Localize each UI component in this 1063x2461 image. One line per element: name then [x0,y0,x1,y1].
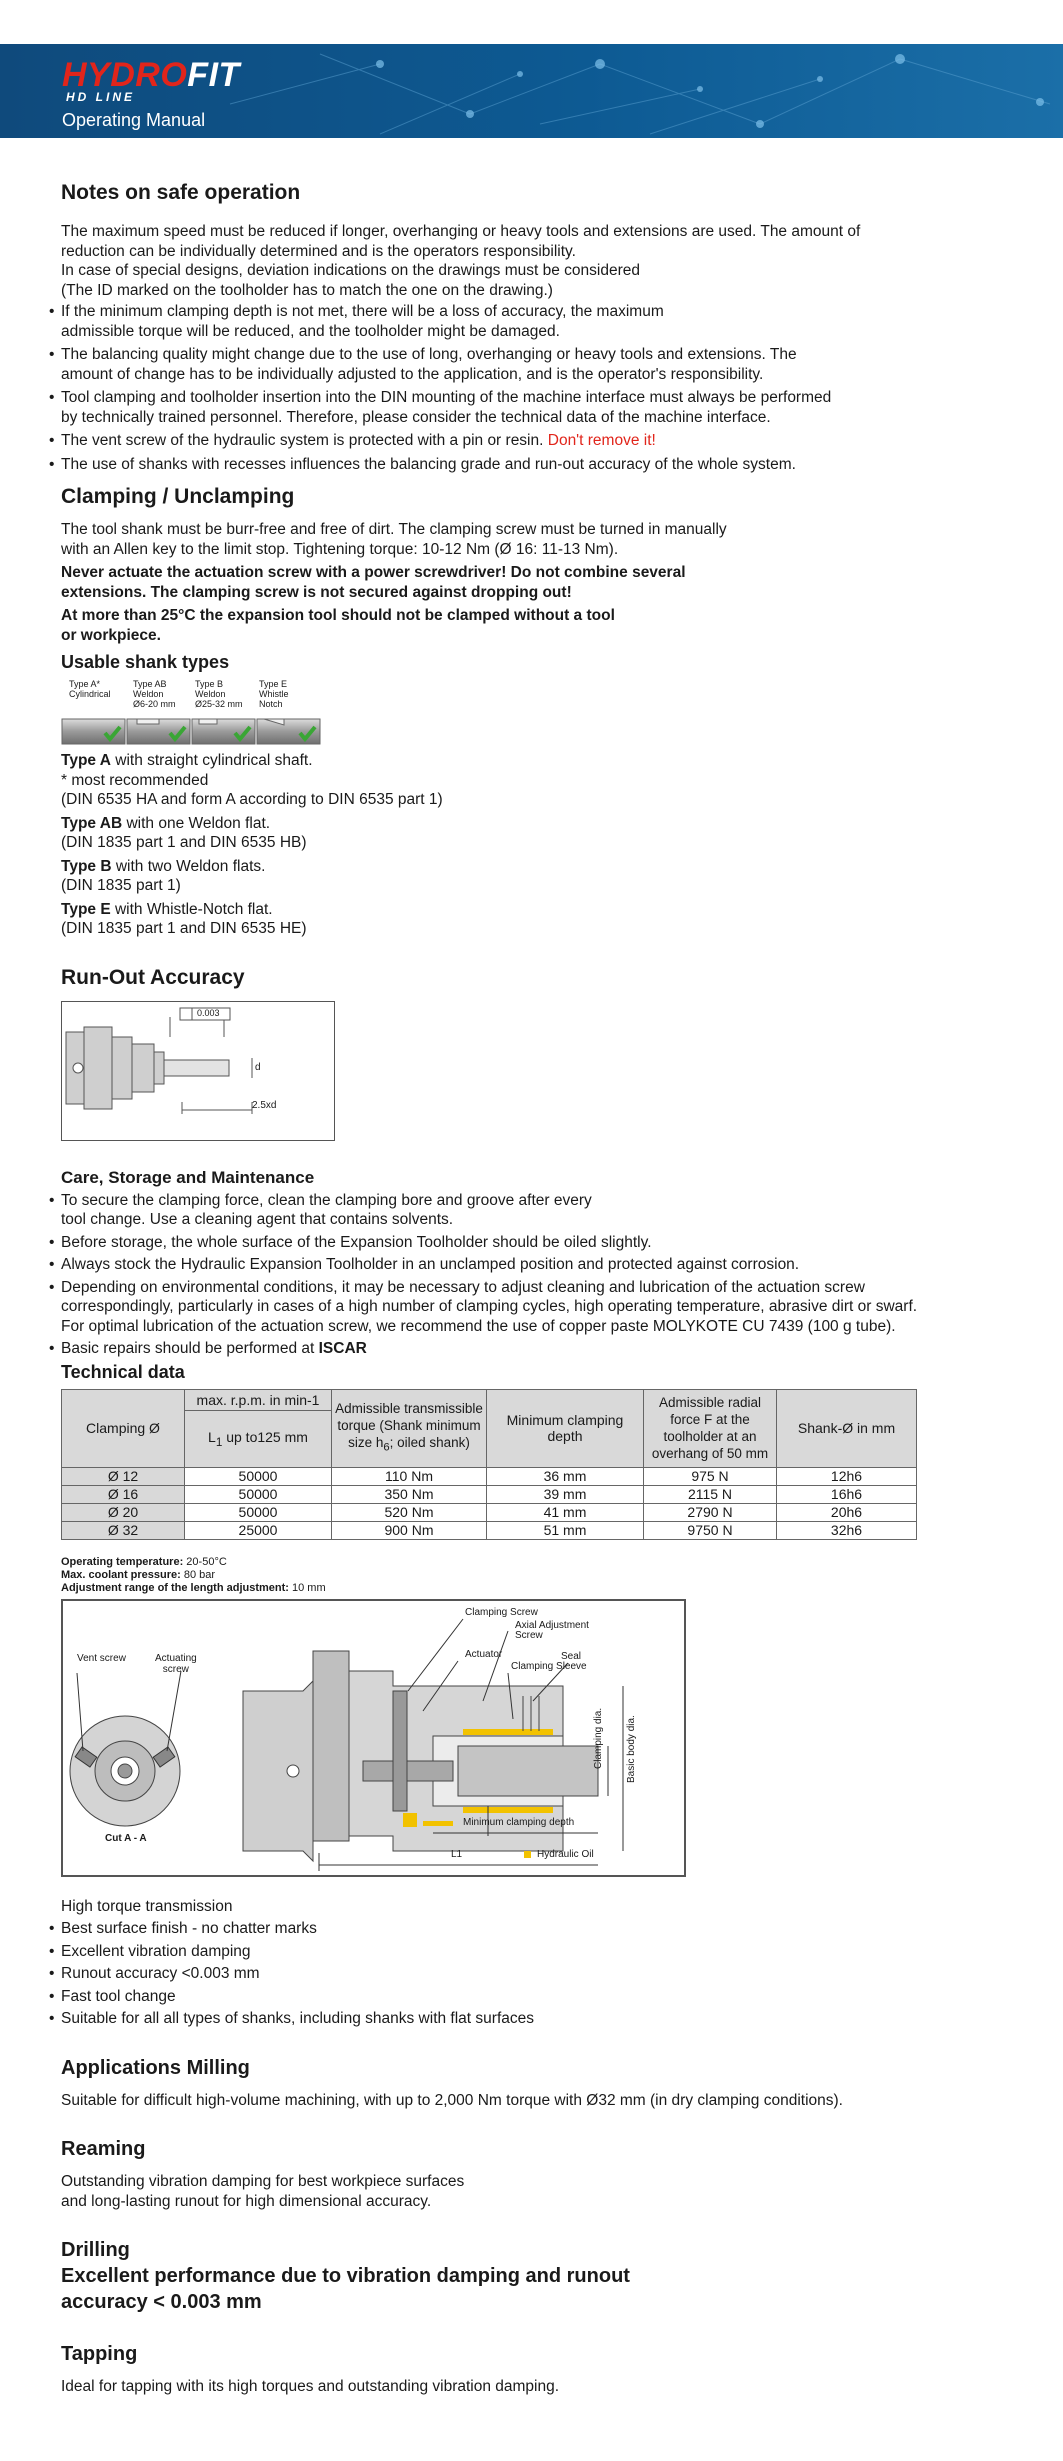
clamp-text: with an Allen key to the limit stop. Tightening torque: 10-12 Nm (Ø 16: 11-13 Nm). [61,540,619,558]
list-item: • Runout accuracy <0.003 mm [61,1964,1021,1984]
note-adjustment: Adjustment range of the length adjustment: 10 mm [61,1581,326,1594]
reaming-text: Outstanding vibration damping for best workpiece surfaces [61,2173,465,2190]
shank-type-e [257,719,320,744]
label-actuator: Actuator [465,1648,503,1660]
runout-figure [61,1001,335,1141]
reaming-text: and long-lasting runout for high dimensional accuracy. [61,2192,432,2210]
shank-type-b [192,719,255,744]
col-header-clamping: Clamping Ø [62,1389,185,1467]
technical-table [61,1389,917,1540]
label-l1: L1 [451,1848,463,1860]
shank-type-ab [127,719,190,744]
label-seal: Seal [561,1650,582,1662]
milling-text: Suitable for difficult high-volume machining, with up to 2,000 Nm torque with Ø32 mm (in dry clamping conditions). [61,2091,843,2109]
list-item: • Basic repairs should be performed at ISCAR [61,1339,1021,1359]
label-axial-adjustment: Axial Adjustment Screw [515,1619,589,1641]
list-item: • Suitable for all all types of shanks, including shanks with flat surfaces [61,2009,1021,2029]
col-header-depth: Minimum clamping depth [487,1389,644,1467]
shank-illustrations [61,717,331,747]
section-title-runout: Run-Out Accuracy [61,965,245,989]
note-coolant: Max. coolant pressure: 80 bar [61,1568,216,1581]
section-drawing [63,1601,684,1875]
label-basic-body-dia: Basic body dia. [626,1714,637,1783]
list-item: • Before storage, the whole surface of the Expansion Toolholder should be oiled slightly. [61,1233,1021,1253]
col-header-shank: Shank-Ø in mm [777,1389,917,1467]
label-clamping-screw: Clamping Screw [465,1606,538,1618]
table-header-row [62,1389,917,1410]
list-item: • To secure the clamping force, clean the clamping bore and groove after every tool change. Use a cleaning agent that contains solvents. [61,1191,1021,1230]
features-list [61,1919,1021,2029]
safe-intro-line: The maximum speed must be reduced if longer, overhanging or heavy tools and extensions are used. The amount of [61,223,861,240]
clamp-warning: or workpiece. [61,626,161,644]
shank-label-ab: Type AB Weldon Ø6-20 mm [133,679,176,709]
section-title-safe: Notes on safe operation [61,181,301,204]
clamp-text: The tool shank must be burr-free and free of dirt. The clamping screw must be turned in manually [61,521,727,538]
safe-intro-line: reduction can be individually determined and is the operators responsibility. [61,242,576,260]
oil-legend-swatch [524,1851,531,1858]
table-row: Ø 20 50000 520 Nm 41 mm 2790 N 20h6 [62,1503,917,1521]
label-clamping-dia: Clamping dia. [593,1707,604,1769]
clamp-warning: At more than 25°C the expansion tool should not be clamped without a tool [61,607,615,624]
label-hydraulic-oil: Hydraulic Oil [537,1848,594,1860]
col-header-torque: Admissible transmissible torque (Shank minimum size $h_6$; oiled shank) [332,1389,487,1467]
type-e-desc: Type E with Whistle-Notch flat. [61,900,273,918]
section-title-technical: Technical data [61,1361,185,1382]
runout-tolerance: 0.003 [197,1007,220,1018]
shank-label-e: Type E Whistle Notch [259,679,289,709]
brand-sublogo: HD LINE [66,90,135,104]
label-min-clamping-depth: Minimum clamping depth [463,1816,575,1828]
section-title-drilling: Drilling [61,2239,130,2261]
technical-notes [61,1556,1021,1595]
list-item: • Best surface finish - no chatter marks [61,1919,1021,1939]
features-lead: High torque transmission [61,1897,233,1915]
usable-shank-title: Usable shank types [61,652,230,672]
safe-bullets [61,302,1021,474]
type-b-desc: Type B with two Weldon flats. [61,857,266,875]
table-row: Ø 32 25000 900 Nm 51 mm 9750 N 32h6 [62,1521,917,1539]
type-a-desc: Type A with straight cylindrical shaft. [61,752,313,769]
col-header-rpm-sub: $L_1$ up to125 mm [185,1410,332,1467]
shank-type-descriptions [61,751,1021,939]
safe-intro-line: (The ID marked on the toolholder has to match the one on the drawing.) [61,281,553,299]
label-vent-screw: Vent screw [77,1652,126,1664]
shank-label-a: Type A* Cylindrical [69,679,111,699]
drilling-subtitle: Excellent performance due to vibration damping and runout [61,2265,630,2287]
care-bullets [61,1191,1021,1359]
runout-d-label: d [255,1061,261,1073]
safe-intro-line: In case of special designs, deviation indications on the drawings must be considered [61,262,641,279]
clamp-warning: Never actuate the actuation screw with a power screwdriver! Do not combine several [61,564,686,581]
section-title-care: Care, Storage and Maintenance [61,1167,315,1187]
list-item: • Fast tool change [61,1987,1021,2007]
list-item: • Depending on environmental conditions, it may be necessary to adjust cleaning and lubrication of the actuation screw correspondingly, particularly in cases of a high number of clamping cycles, high operating temperature, abrasive dirt or swarf. For optimal lubrication of the actuation screw, we recommend the use of copper paste MOLYKOTE CU 7439 (100 g tube). [61,1278,1021,1337]
brand-logo: HYDROFIT [62,56,240,94]
toolholder-section-diagram [61,1599,686,1877]
list-item: • The use of shanks with recesses influences the balancing grade and run-out accuracy of the whole system. [61,455,1021,475]
type-a-note: * most recommended [61,771,209,789]
shank-types-figure [61,679,341,747]
section-title-reaming: Reaming [61,2138,146,2160]
type-e-standard: (DIN 1835 part 1 and DIN 6535 HE) [61,920,307,937]
manual-subtitle: Operating Manual [62,110,206,130]
table-row: Ø 16 50000 350 Nm 39 mm 2115 N 16h6 [62,1485,917,1503]
list-item: • The vent screw of the hydraulic system is protected with a pin or resin. Don't remove it! [61,431,1021,451]
runout-distance: 2.5xd [252,1099,277,1111]
section-title-tapping: Tapping [61,2343,138,2365]
type-a-standard: (DIN 6535 HA and form A according to DIN 6535 part 1) [61,791,443,808]
tapping-text: Ideal for tapping with its high torques and outstanding vibration damping. [61,2378,560,2395]
list-item: • Tool clamping and toolholder insertion into the DIN mounting of the machine interface must always be performed by technically trained personnel. Therefore, please consider the technical data of the machine interface. [61,388,1021,427]
note-temperature: Operating temperature: 20-50°C [61,1555,227,1568]
label-clamping-sleeve: Clamping Sleeve [511,1660,587,1672]
list-item: • Always stock the Hydraulic Expansion Toolholder in an unclamped position and protected against corrosion. [61,1255,1021,1275]
list-item: • Excellent vibration damping [61,1942,1021,1962]
section-title-milling: Applications Milling [61,2056,250,2079]
label-cut: Cut A - A [105,1832,147,1844]
table-row: Ø 12 50000 110 Nm 36 mm 975 N 12h6 [62,1467,917,1485]
list-item: • The balancing quality might change due to the use of long, overhanging or heavy tools and extensions. The amount of change has to be individually adjusted to the application, and is the operator's responsibility. [61,345,1021,384]
header-banner [0,44,1063,138]
label-actuating-screw: Actuating screw [155,1652,197,1675]
type-ab-desc: Type AB with one Weldon flat. [61,814,271,832]
type-ab-standard: (DIN 1835 part 1 and DIN 6535 HB) [61,834,307,851]
main-content [61,180,1021,2397]
col-header-rpm: max. r.p.m. in min-1 [185,1389,332,1410]
safe-intro [61,222,1021,300]
runout-drawing [62,1002,334,1140]
vent-warning: Don't remove it! [547,432,656,449]
shank-type-a [62,719,125,744]
features-block [61,1897,1021,2029]
col-header-radial: Admissible radial force F at the toolholder at an overhang of 50 mm [644,1389,777,1467]
type-b-standard: (DIN 1835 part 1) [61,877,181,894]
shank-label-b: Type B Weldon Ø25-32 mm [195,679,243,709]
section-title-clamping: Clamping / Unclamping [61,485,295,508]
list-item: • If the minimum clamping depth is not met, there will be a loss of accuracy, the maximum admissible torque will be reduced, and the toolholder might be damaged. [61,302,1021,341]
drilling-subtitle: accuracy < 0.003 mm [61,2291,262,2313]
clamp-warning: extensions. The clamping screw is not secured against dropping out! [61,583,572,601]
